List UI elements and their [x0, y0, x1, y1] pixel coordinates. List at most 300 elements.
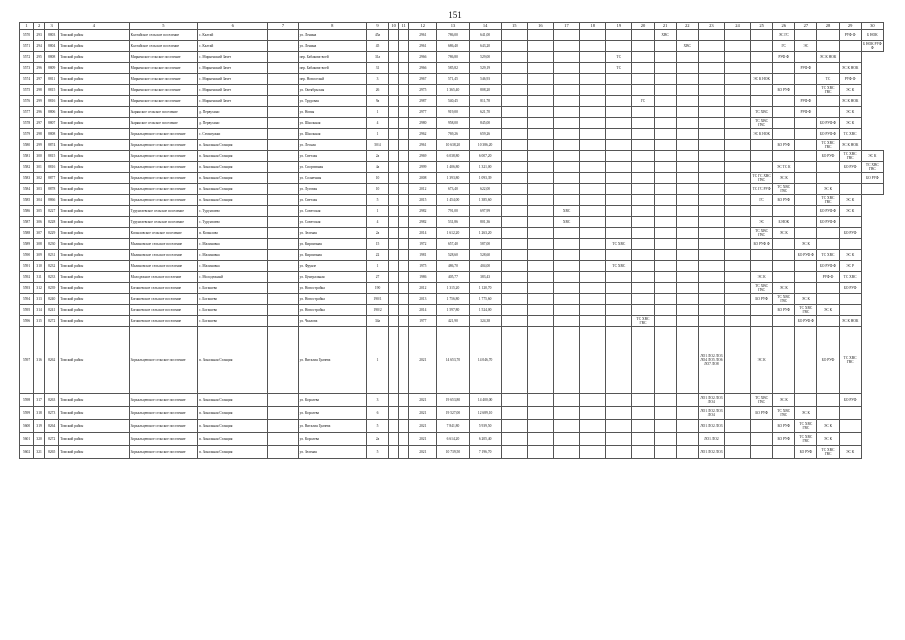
- table-cell: ул. Спортивная: [298, 162, 366, 173]
- table-cell: [527, 129, 553, 140]
- table-cell: [553, 316, 579, 327]
- table-cell: [553, 85, 579, 96]
- table-cell: [553, 118, 579, 129]
- table-cell: [553, 173, 579, 184]
- table-cell: ЭС К: [773, 394, 795, 407]
- table-cell: 298: [34, 129, 45, 140]
- table-cell: 5571: [20, 41, 34, 52]
- table-cell: п. Зональная Станция: [198, 162, 268, 173]
- table-cell: РУФ Ф: [795, 63, 817, 74]
- table-cell: 7 196,70: [469, 446, 501, 459]
- table-cell: [698, 173, 724, 184]
- table-cell: [654, 162, 676, 173]
- table-cell: ТС ХВС ГВС: [795, 305, 817, 316]
- table-cell: [553, 305, 579, 316]
- table-cell: [698, 63, 724, 74]
- table-cell: Томский район: [59, 52, 129, 63]
- table-cell: ТС ХВС ГВС: [839, 327, 861, 394]
- table-cell: 312: [34, 283, 45, 294]
- table-cell: БО РУФ: [839, 283, 861, 294]
- table-cell: [399, 272, 409, 283]
- table-cell: [268, 195, 298, 206]
- table-cell: [580, 173, 606, 184]
- table-cell: Томский район: [59, 433, 129, 446]
- table-cell: [399, 52, 409, 63]
- table-cell: [606, 217, 632, 228]
- table-cell: ул. Королева: [298, 433, 366, 446]
- table-cell: [817, 407, 839, 420]
- table-cell: [389, 85, 399, 96]
- table-cell: [676, 74, 698, 85]
- table-cell: [632, 327, 654, 394]
- table-cell: 2966: [409, 63, 437, 74]
- table-cell: 5585: [20, 195, 34, 206]
- table-cell: [751, 446, 773, 459]
- table-cell: [654, 96, 676, 107]
- table-cell: ТС ХВС ГВС: [839, 151, 861, 162]
- table-cell: 486,70: [437, 261, 469, 272]
- table-cell: 958,00: [437, 118, 469, 129]
- table-cell: [580, 129, 606, 140]
- table-cell: [698, 30, 724, 41]
- table-cell: [580, 107, 606, 118]
- table-cell: [268, 140, 298, 151]
- table-cell: Томский район: [59, 446, 129, 459]
- table-cell: [527, 140, 553, 151]
- table-cell: [268, 41, 298, 52]
- table-cell: [724, 217, 750, 228]
- table-cell: 34а: [366, 316, 388, 327]
- column-number: 3: [45, 23, 59, 30]
- table-cell: ЭС: [795, 41, 817, 52]
- table-cell: [751, 140, 773, 151]
- table-cell: Томский район: [59, 63, 129, 74]
- table-cell: [501, 184, 527, 195]
- table-cell: 10: [366, 184, 388, 195]
- table-cell: [389, 184, 399, 195]
- table-cell: с. Малиновка: [198, 250, 268, 261]
- table-cell: пер. Бабакова-воей: [298, 52, 366, 63]
- table-cell: 4: [366, 217, 388, 228]
- table-cell: 8240: [45, 294, 59, 305]
- table-cell: [606, 184, 632, 195]
- table-cell: [580, 407, 606, 420]
- table-cell: [698, 162, 724, 173]
- table-cell: [724, 433, 750, 446]
- table-cell: 5579: [20, 129, 34, 140]
- table-cell: 319: [34, 420, 45, 433]
- table-cell: [501, 217, 527, 228]
- table-cell: 5586: [20, 206, 34, 217]
- table-cell: 8815: [45, 151, 59, 162]
- table-cell: [268, 85, 298, 96]
- table-cell: 686,40: [437, 41, 469, 52]
- table-cell: [698, 239, 724, 250]
- table-cell: ул. Новостройка: [298, 283, 366, 294]
- table-cell: [676, 184, 698, 195]
- table-cell: Томский район: [59, 206, 129, 217]
- table-cell: [676, 140, 698, 151]
- table-cell: 1 120,70: [469, 283, 501, 294]
- table-cell: 8816: [45, 96, 59, 107]
- table-cell: 1972: [409, 239, 437, 250]
- table-cell: [553, 394, 579, 407]
- table-cell: ЭС К: [839, 85, 861, 96]
- table-cell: [839, 52, 861, 63]
- table-cell: [606, 30, 632, 41]
- table-cell: [580, 394, 606, 407]
- table-cell: 294: [34, 41, 45, 52]
- table-cell: ул. Зеленая: [298, 446, 366, 459]
- table-cell: ул. Ленина: [298, 30, 366, 41]
- table-cell: ул. Виталия Грачева: [298, 420, 366, 433]
- table-cell: 324,38: [469, 316, 501, 327]
- table-cell: 2021: [409, 433, 437, 446]
- table-cell: [389, 316, 399, 327]
- column-number: 5: [129, 23, 197, 30]
- table-row: [20, 74, 884, 85]
- table-cell: 1 597,80: [437, 305, 469, 316]
- table-cell: [676, 407, 698, 420]
- table-cell: [724, 283, 750, 294]
- table-cell: [795, 85, 817, 96]
- table-cell: ул. Фрунзе: [298, 261, 366, 272]
- table-cell: 1 524,00: [469, 305, 501, 316]
- page-number: 151: [448, 10, 462, 20]
- table-row: [20, 433, 884, 446]
- table-cell: 1: [366, 107, 388, 118]
- table-row: [20, 394, 884, 407]
- table-cell: [268, 239, 298, 250]
- table-cell: [676, 228, 698, 239]
- table-cell: [654, 184, 676, 195]
- table-cell: [676, 283, 698, 294]
- table-cell: РУФ Ф: [839, 74, 861, 85]
- table-cell: [795, 327, 817, 394]
- table-cell: Томский район: [59, 195, 129, 206]
- table-cell: [606, 228, 632, 239]
- table-cell: [501, 30, 527, 41]
- table-row: [20, 52, 884, 63]
- column-number: 15: [501, 23, 527, 30]
- table-row: [20, 407, 884, 420]
- table-cell: [698, 283, 724, 294]
- table-cell: [399, 151, 409, 162]
- column-number: 25: [751, 23, 773, 30]
- table-cell: [553, 250, 579, 261]
- table-cell: 8239: [45, 283, 59, 294]
- column-number: 24: [724, 23, 750, 30]
- table-cell: Томский район: [59, 129, 129, 140]
- table-cell: ТС ГС ХВС ГВС: [752, 174, 771, 182]
- table-cell: БО РУФ Ф: [795, 250, 817, 261]
- table-cell: [389, 272, 399, 283]
- table-cell: [399, 294, 409, 305]
- table-cell: 2961: [409, 140, 437, 151]
- table-cell: [268, 30, 298, 41]
- table-cell: 8230: [45, 239, 59, 250]
- table-cell: Богашевское сельское поселение: [129, 294, 197, 305]
- table-cell: 2013: [409, 294, 437, 305]
- table-cell: [399, 206, 409, 217]
- table-cell: [676, 433, 698, 446]
- table-cell: ЭС К: [861, 151, 883, 162]
- table-cell: 5588: [20, 228, 34, 239]
- table-cell: 801,36: [469, 217, 501, 228]
- table-cell: 2а: [366, 433, 388, 446]
- table-cell: [751, 316, 773, 327]
- table-cell: 1 365,40: [437, 85, 469, 96]
- table-cell: 310: [34, 261, 45, 272]
- table-cell: [580, 294, 606, 305]
- table-cell: с. Мирненский Зачет: [198, 52, 268, 63]
- table-cell: [751, 85, 773, 96]
- column-number: 6: [198, 23, 268, 30]
- table-cell: РУФ Ф: [795, 96, 817, 107]
- table-cell: [527, 41, 553, 52]
- table-cell: Зырянское сельское поселение: [129, 118, 197, 129]
- table-cell: БО РУФ Ф: [817, 261, 839, 272]
- table-cell: [606, 305, 632, 316]
- table-cell: [795, 195, 817, 206]
- table-cell: Турунтаевское сельское поселение: [129, 206, 197, 217]
- table-cell: ЭС К НОК: [839, 140, 861, 151]
- table-cell: 622,00: [469, 184, 501, 195]
- table-cell: [698, 217, 724, 228]
- table-cell: [698, 52, 724, 63]
- table-cell: БО РУФ: [839, 162, 861, 173]
- table-cell: [527, 206, 553, 217]
- table-cell: ТС ХВС ГВС: [795, 420, 817, 433]
- table-cell: Зоркальцевское сельское поселение: [129, 407, 197, 420]
- column-number: 20: [632, 23, 654, 30]
- table-cell: 1 263,20: [469, 228, 501, 239]
- table-cell: [698, 184, 724, 195]
- table-cell: 302: [34, 173, 45, 184]
- table-cell: РУФ Ф: [817, 272, 839, 283]
- table-cell: [724, 446, 750, 459]
- table-cell: [553, 272, 579, 283]
- table-cell: [632, 407, 654, 420]
- table-cell: [724, 228, 750, 239]
- table-cell: [632, 63, 654, 74]
- table-cell: [606, 316, 632, 327]
- table-cell: [389, 195, 399, 206]
- table-cell: [698, 41, 724, 52]
- table-cell: 5591: [20, 261, 34, 272]
- table-cell: [676, 446, 698, 459]
- table-cell: [268, 394, 298, 407]
- table-cell: 5600: [20, 420, 34, 433]
- table-cell: [724, 316, 750, 327]
- table-cell: [268, 228, 298, 239]
- table-cell: ул. Кирпичная: [298, 239, 366, 250]
- table-cell: 296: [34, 63, 45, 74]
- table-cell: [501, 162, 527, 173]
- table-cell: 621,70: [469, 107, 501, 118]
- table-cell: [553, 129, 579, 140]
- table-cell: 8803: [45, 30, 59, 41]
- table-cell: ТС ХВС ГВС: [817, 446, 839, 459]
- table-row: [20, 85, 884, 96]
- table-cell: 301: [34, 162, 45, 173]
- table-cell: ЭС К: [839, 107, 861, 118]
- table-cell: 1 406,80: [437, 162, 469, 173]
- table-cell: Зоркальцевское сельское поселение: [129, 162, 197, 173]
- table-cell: [839, 305, 861, 316]
- table-cell: [632, 261, 654, 272]
- table-cell: [580, 151, 606, 162]
- table-cell: [501, 250, 527, 261]
- table-cell: ЛО1 ЛО2 ЛО3 ЛО4: [698, 407, 724, 420]
- table-cell: [553, 228, 579, 239]
- table-cell: [527, 52, 553, 63]
- table-cell: [795, 52, 817, 63]
- table-cell: 320: [34, 433, 45, 446]
- table-cell: [654, 446, 676, 459]
- table-cell: ТС ХВС ГВС: [632, 316, 654, 327]
- table-cell: [501, 118, 527, 129]
- table-cell: 7 841,80: [437, 420, 469, 433]
- table-cell: РУФ Ф: [773, 52, 795, 63]
- table-cell: [795, 173, 817, 184]
- table-cell: [501, 74, 527, 85]
- table-cell: [795, 162, 817, 173]
- table-cell: ГС: [751, 195, 773, 206]
- table-cell: пер. Бабакова-воей: [298, 63, 366, 74]
- table-cell: [632, 162, 654, 173]
- table-cell: [654, 228, 676, 239]
- table-row: [20, 261, 884, 272]
- table-cell: 5574: [20, 74, 34, 85]
- table-cell: 531,86: [437, 217, 469, 228]
- table-cell: [654, 206, 676, 217]
- table-cell: 811,78: [469, 96, 501, 107]
- table-cell: 5576: [20, 96, 34, 107]
- table-cell: 8272: [45, 316, 59, 327]
- table-cell: [527, 272, 553, 283]
- table-cell: 308: [34, 239, 45, 250]
- table-cell: ХВС: [553, 217, 579, 228]
- table-cell: [632, 151, 654, 162]
- table-cell: БО РУФ: [773, 433, 795, 446]
- table-cell: ул. Светлая: [298, 195, 366, 206]
- table-cell: [751, 433, 773, 446]
- table-cell: 5584: [20, 184, 34, 195]
- table-cell: [698, 140, 724, 151]
- table-cell: 307: [34, 228, 45, 239]
- table-cell: 587,00: [469, 239, 501, 250]
- table-cell: [751, 206, 773, 217]
- table-cell: [676, 272, 698, 283]
- table-cell: 2008: [409, 173, 437, 184]
- table-cell: 309: [34, 250, 45, 261]
- table-cell: [501, 206, 527, 217]
- table-cell: [654, 173, 676, 184]
- table-cell: [389, 206, 399, 217]
- table-cell: [676, 261, 698, 272]
- table-cell: [654, 41, 676, 52]
- table-cell: [654, 217, 676, 228]
- table-cell: [580, 184, 606, 195]
- table-cell: 540,45: [437, 96, 469, 107]
- table-cell: 383,43: [469, 272, 501, 283]
- table-cell: Богашевское сельское поселение: [129, 305, 197, 316]
- table-cell: 5597: [20, 327, 34, 394]
- table-cell: [606, 74, 632, 85]
- table-cell: Томский район: [59, 217, 129, 228]
- table-cell: 5601: [20, 433, 34, 446]
- table-cell: Калтайское сельское поселение: [129, 30, 197, 41]
- table-cell: [632, 85, 654, 96]
- table-cell: ЭС К: [839, 250, 861, 261]
- table-cell: [389, 239, 399, 250]
- table-cell: [606, 272, 632, 283]
- table-cell: [676, 85, 698, 96]
- table-cell: п. Зональная Станция: [198, 151, 268, 162]
- table-cell: ЭС К: [839, 118, 861, 129]
- table-cell: 311: [34, 272, 45, 283]
- table-cell: [654, 250, 676, 261]
- table-cell: [501, 195, 527, 206]
- table-cell: [606, 407, 632, 420]
- table-cell: 2961: [409, 30, 437, 41]
- table-cell: [698, 272, 724, 283]
- table-cell: [501, 283, 527, 294]
- table-cell: ЭС К: [839, 446, 861, 459]
- table-cell: БО РУФ: [751, 407, 773, 420]
- table-cell: 1986: [409, 272, 437, 283]
- table-cell: [654, 140, 676, 151]
- table-cell: 1 756,80: [437, 294, 469, 305]
- table-cell: [676, 250, 698, 261]
- table-cell: [676, 129, 698, 140]
- table-cell: 5589: [20, 239, 34, 250]
- table-cell: [817, 228, 839, 239]
- table-cell: [795, 30, 817, 41]
- table-cell: 421,90: [437, 316, 469, 327]
- table-cell: 2987: [409, 96, 437, 107]
- table-cell: 845,00: [469, 118, 501, 129]
- table-cell: [676, 206, 698, 217]
- table-cell: с. Богашево: [198, 316, 268, 327]
- table-cell: 3: [366, 394, 388, 407]
- table-cell: [654, 294, 676, 305]
- table-cell: [606, 41, 632, 52]
- table-cell: [527, 107, 553, 118]
- table-cell: 786,80: [437, 52, 469, 63]
- table-cell: Томский район: [59, 173, 129, 184]
- table-cell: [632, 74, 654, 85]
- table-cell: [795, 272, 817, 283]
- table-cell: ЭС К: [817, 433, 839, 446]
- table-cell: [724, 250, 750, 261]
- table-cell: [580, 261, 606, 272]
- table-cell: 529,19: [469, 63, 501, 74]
- table-cell: ЭС К НОК: [751, 129, 773, 140]
- column-number: 10: [389, 23, 399, 30]
- table-cell: [501, 239, 527, 250]
- table-cell: ТС ХВС ГВС: [773, 294, 795, 305]
- table-cell: [527, 118, 553, 129]
- table-cell: [724, 173, 750, 184]
- table-cell: 2021: [409, 394, 437, 407]
- table-cell: [632, 129, 654, 140]
- table-cell: [839, 294, 861, 305]
- table-cell: 19 527,00: [437, 407, 469, 420]
- table-cell: [580, 85, 606, 96]
- table-cell: [606, 294, 632, 305]
